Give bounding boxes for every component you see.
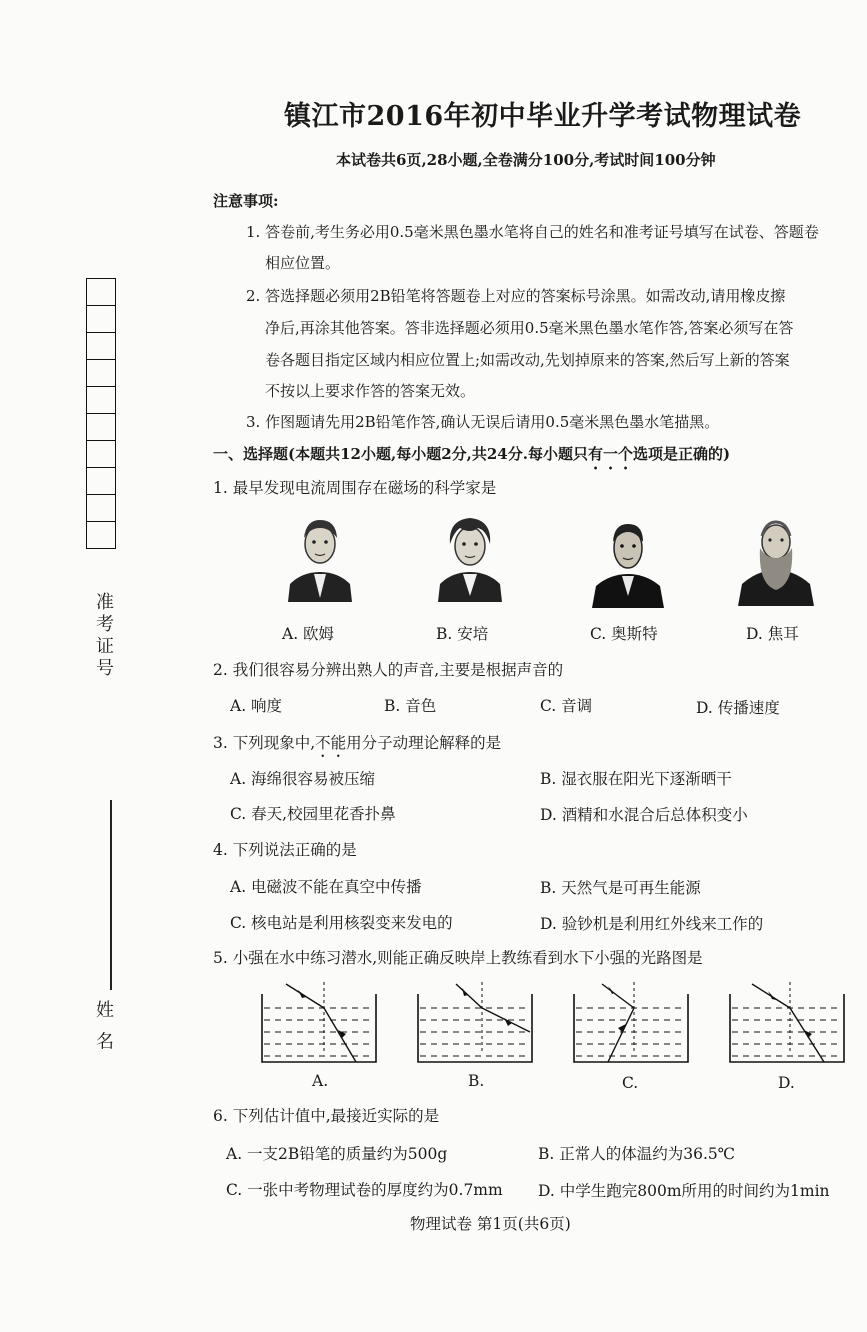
question-6: 6. 下列估计值中,最接近实际的是: [213, 1107, 440, 1125]
q2-option-b[interactable]: B. 音色: [384, 697, 437, 715]
q4-option-d[interactable]: D. 验钞机是利用红外线来工作的: [540, 915, 764, 933]
light-path-diagram-b: [412, 982, 538, 1068]
name-label: 姓 名: [93, 1000, 114, 1054]
question-3: [213, 731, 501, 761]
q6-option-c[interactable]: C. 一张中考物理试卷的厚度约为0.7mm: [226, 1181, 503, 1199]
section-heading-pre: 一、选择题(本题共12小题,每小题2分,共24分.每小题只: [213, 445, 588, 463]
q1-option-d[interactable]: D. 焦耳: [746, 625, 799, 643]
portrait-joule: [736, 514, 816, 606]
notice-heading: 注意事项:: [213, 192, 279, 210]
notice-line: 净后,再涂其他答案。答非选择题必须用0.5毫米黑色墨水笔作答,答案必须写在答: [265, 319, 794, 337]
exam-id-signature-line[interactable]: [110, 800, 112, 990]
id-cell[interactable]: [87, 495, 115, 522]
q1-option-b[interactable]: B. 安培: [436, 625, 489, 643]
q3-option-b[interactable]: B. 湿衣服在阳光下逐渐晒干: [540, 770, 732, 788]
light-path-diagram-c: [568, 982, 694, 1068]
section-heading-post: 选项是正确的): [632, 445, 731, 463]
q6-option-d[interactable]: D. 中学生跑完800m所用的时间约为1min: [538, 1182, 830, 1200]
portrait-ohm: [280, 510, 360, 602]
portrait-oersted: [588, 516, 668, 608]
page-title: 镇江市2016年初中毕业升学考试物理试卷: [284, 101, 802, 132]
q5-option-c[interactable]: C.: [622, 1074, 639, 1092]
notice-line: 相应位置。: [265, 254, 341, 272]
notice-line: 2. 答选择题必须用2B铅笔将答题卷上对应的答案标号涂黑。如需改动,请用橡皮擦: [246, 287, 786, 305]
q2-option-a[interactable]: A. 响度: [230, 697, 283, 715]
id-cell[interactable]: [87, 522, 115, 549]
portrait-ampere: [430, 510, 510, 602]
id-cell[interactable]: [87, 333, 115, 360]
q6-option-a[interactable]: A. 一支2B铅笔的质量约为500g: [226, 1145, 448, 1163]
q3-option-d[interactable]: D. 酒精和水混合后总体积变小: [540, 806, 748, 824]
id-cell[interactable]: [87, 441, 115, 468]
id-cell[interactable]: [87, 468, 115, 495]
q3-option-a[interactable]: A. 海绵很容易被压缩: [230, 770, 376, 788]
q4-option-b[interactable]: B. 天然气是可再生能源: [540, 879, 701, 897]
q6-option-b[interactable]: B. 正常人的体温约为36.5℃: [538, 1145, 736, 1163]
question-5: 5. 小强在水中练习潜水,则能正确反映岸上教练看到水下小强的光路图是: [213, 949, 703, 967]
q2-option-c[interactable]: C. 音调: [540, 697, 593, 715]
exam-id-grid[interactable]: [86, 278, 116, 549]
notice-line: 不按以上要求作答的答案无效。: [265, 382, 476, 400]
section-heading-emphasis: 有一个: [587, 445, 633, 463]
q1-option-c[interactable]: C. 奥斯特: [590, 625, 658, 643]
notice-line: 卷各题目指定区域内相应位置上;如需改动,先划掉原来的答案,然后写上新的答案: [265, 351, 790, 369]
q4-option-a[interactable]: A. 电磁波不能在真空中传播: [230, 878, 422, 896]
q3-stem-emphasis: 不能: [315, 734, 347, 752]
q2-option-d[interactable]: D. 传播速度: [696, 699, 780, 717]
id-cell[interactable]: [87, 387, 115, 414]
q3-option-c[interactable]: C. 春天,校园里花香扑鼻: [230, 805, 396, 823]
q1-option-a[interactable]: A. 欧姆: [282, 625, 335, 643]
notice-line: 1. 答卷前,考生务必用0.5毫米黑色墨水笔将自己的姓名和准考证号填写在试卷、答题卷: [246, 223, 819, 241]
q3-stem-post: 用分子动理论解释的是: [346, 734, 502, 752]
q5-option-a[interactable]: A.: [312, 1072, 329, 1090]
id-cell[interactable]: [87, 360, 115, 387]
notice-line: 3. 作图题请先用2B铅笔作答,确认无误后请用0.5毫米黑色墨水笔描黑。: [246, 413, 720, 431]
exam-info: 本试卷共6页,28小题,全卷满分100分,考试时间100分钟: [336, 151, 716, 169]
id-cell[interactable]: [87, 279, 115, 306]
question-4: 4. 下列说法正确的是: [213, 841, 357, 859]
id-cell[interactable]: [87, 414, 115, 441]
question-1: 1. 最早发现电流周围存在磁场的科学家是: [213, 479, 497, 497]
q3-stem-pre: 3. 下列现象中,: [213, 734, 316, 752]
q5-option-d[interactable]: D.: [778, 1074, 795, 1092]
page-footer: 物理试卷 第1页(共6页): [410, 1215, 571, 1233]
section-heading: [213, 443, 730, 473]
light-path-diagram-a: [256, 982, 382, 1068]
q5-option-b[interactable]: B.: [468, 1072, 485, 1090]
question-2: 2. 我们很容易分辨出熟人的声音,主要是根据声音的: [213, 661, 564, 679]
light-path-diagram-d: [724, 982, 850, 1068]
id-cell[interactable]: [87, 306, 115, 333]
q4-option-c[interactable]: C. 核电站是利用核裂变来发电的: [230, 914, 453, 932]
exam-id-label: 准考证号: [93, 592, 114, 680]
